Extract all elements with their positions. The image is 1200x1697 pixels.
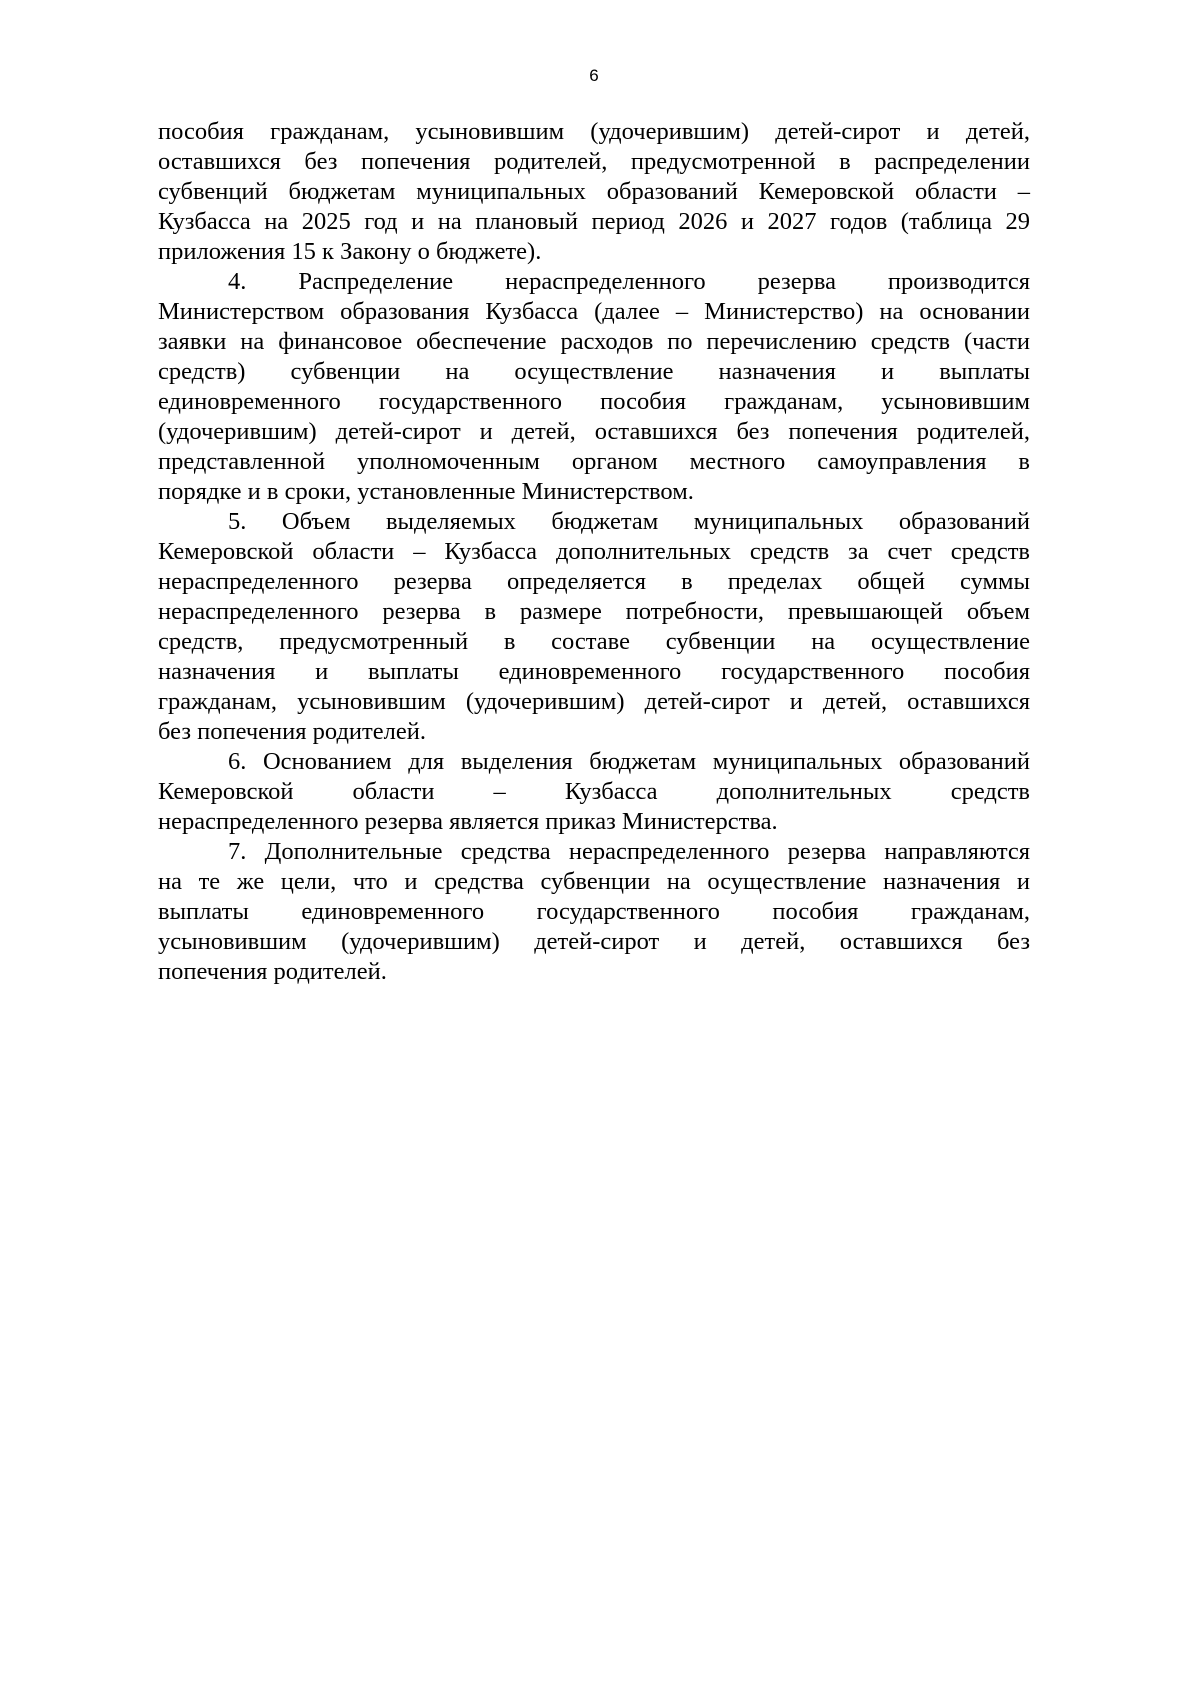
paragraph [158,267,1030,507]
text-line: порядке и в сроки, установленные Министерством. [158,478,694,505]
text-line: попечения родителей. [158,958,387,985]
text-line: 5. Объем выделяемых бюджетам муниципальных образований [228,508,1030,535]
document-body [158,117,1030,987]
text-line: назначения и выплаты единовременного государственного пособия [158,658,1030,685]
text-line: заявки на финансовое обеспечение расходов по перечислению средств (части [158,328,1030,355]
paragraph [158,747,1030,837]
paragraph [158,507,1030,747]
text-line: 4. Распределение нераспределенного резерва производится [228,268,1030,295]
text-line: на те же цели, что и средства субвенции на осуществление назначения и [158,868,1030,895]
text-line: оставшихся без попечения родителей, предусмотренной в распределении [158,148,1030,175]
text-line: средств, предусмотренный в составе субвенции на осуществление [158,628,1030,655]
text-line: нераспределенного резерва определяется в пределах общей суммы [158,568,1030,595]
text-line: Министерством образования Кузбасса (далее – Министерство) на основании [158,298,1030,325]
text-line: 7. Дополнительные средства нераспределенного резерва направляются [228,838,1030,865]
paragraph [158,837,1030,987]
text-line: выплаты единовременного государственного пособия гражданам, [158,898,1030,925]
text-line: средств) субвенции на осуществление назначения и выплаты [158,358,1030,385]
text-line: единовременного государственного пособия гражданам, усыновившим [158,388,1030,415]
text-line: нераспределенного резерва в размере потребности, превышающей объем [158,598,1030,625]
text-line: (удочерившим) детей-сирот и детей, оставшихся без попечения родителей, [158,418,1030,445]
text-line: 6. Основанием для выделения бюджетам муниципальных образований [228,748,1030,775]
text-line: нераспределенного резерва является приказ Министерства. [158,808,778,835]
text-line: субвенций бюджетам муниципальных образований Кемеровской области – [158,178,1030,205]
page-number: 6 [589,66,599,85]
text-line: Кемеровской области – Кузбасса дополнительных средств за счет средств [158,538,1030,565]
text-line: Кузбасса на 2025 год и на плановый период 2026 и 2027 годов (таблица 29 [158,208,1030,235]
text-line: усыновившим (удочерившим) детей-сирот и детей, оставшихся без [158,928,1030,955]
text-line: Кемеровской области – Кузбасса дополнительных средств [158,778,1030,805]
paragraph [158,117,1030,267]
text-line: приложения 15 к Закону о бюджете). [158,238,542,265]
text-line: представленной уполномоченным органом местного самоуправления в [158,448,1030,475]
text-line: без попечения родителей. [158,718,426,745]
text-line: гражданам, усыновившим (удочерившим) детей-сирот и детей, оставшихся [158,688,1030,715]
text-line: пособия гражданам, усыновившим (удочерившим) детей-сирот и детей, [158,118,1030,145]
